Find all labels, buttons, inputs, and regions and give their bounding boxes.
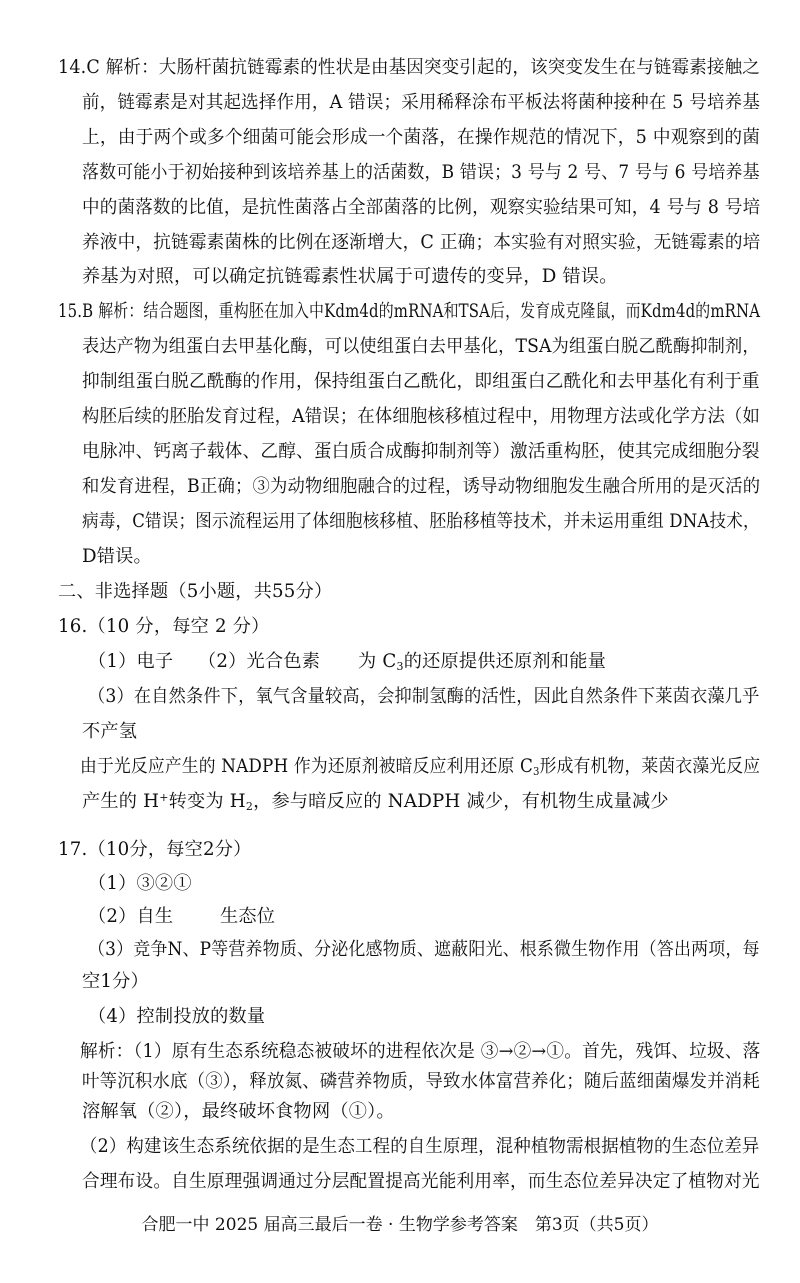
section-heading: 二、非选择题（5小题，共55分） bbox=[58, 581, 333, 602]
q15-line-6: 和发育进程，B正确；③为动物细胞融合的过程，诱导动物细胞发生融合所用的是灭活的 bbox=[82, 476, 761, 497]
q17-analysis-line-1: 解析：（1）原有生态系统稳态被破坏的进程依次是 ③→②→①。首先，残饵、垃圾、落 bbox=[80, 1041, 761, 1062]
q14-line-5: 中的菌落数的比值，是抗性菌落占全部菌落的比例，观察实验结果可知，4 号与 8 号培 bbox=[82, 197, 761, 218]
q16-answer-1: （1）电子 bbox=[88, 651, 174, 672]
q16-answer-3-line-2: 不产氢 bbox=[82, 721, 138, 742]
q17-analysis-line-2: 叶等沉积水底（③），释放氮、磷营养物质，导致水体富营养化；随后蓝细菌爆发并消耗 bbox=[82, 1071, 760, 1092]
q16-answer-3-line-1: （3）在自然条件下，氧气含量较高，会抑制氢酶的活性，因此自然条件下莱茵衣藻几乎 bbox=[88, 686, 760, 707]
q17-analysis-2-line-2: 合理布设。自生原理强调通过分层配置提高光能利用率，而生态位差异决定了植物对光 bbox=[82, 1171, 760, 1192]
q17-answer-2: （2）自生 bbox=[88, 906, 174, 927]
q16-explanation-line-2: 产生的 H+转变为 $H_2$，参与暗反应的 NADPH 减少，有机物生成量减少 bbox=[82, 791, 669, 813]
q14-line-2: 前，链霉素是对其起选择作用，A 错误；采用稀释涂布平板法将菌种接种在 5 号培养基 bbox=[82, 92, 761, 113]
q14-line-1: 14.C 解析：大肠杆菌抗链霉素的性状是由基因突变引起的，该突变发生在与链霉素接触之 bbox=[58, 57, 760, 78]
q17-answer-3-line-2: 空1分） bbox=[82, 971, 149, 992]
q16-explanation-line-1: 由于光反应产生的 NADPH 作为还原剂被暗反应利用还原 $C_3$形成有机物，莱茵衣藻光反应 bbox=[80, 756, 761, 778]
q15-line-4: 构胚后续的胚胎发育过程，A错误；在体细胞核移植过程中，用物理方法或化学方法（如 bbox=[82, 406, 761, 427]
q16-header: 16.（10 分，每空 2 分） bbox=[58, 616, 270, 637]
q16-answer-2: （2）光合色素 bbox=[198, 651, 321, 672]
q15-line-7: 病毒，C错误；图示流程运用了体细胞核移植、胚胎移植等技术，并未运用重组 DNA技术， bbox=[82, 511, 760, 532]
q15-line-3: 抑制组蛋白脱乙酰酶的作用，保持组蛋白乙酰化，即组蛋白乙酰化和去甲基化有利于重 bbox=[82, 371, 760, 392]
q17-answer-3-line-1: （3）竞争N、P等营养物质、分泌化感物质、遮蔽阳光、根系微生物作用（答出两项，每 bbox=[88, 939, 760, 960]
q15-line-8: D错误。 bbox=[82, 546, 152, 567]
q14-line-4: 落数可能小于初始接种到该培养基上的活菌数，B 错误；3 号与 2 号、7 号与 6 号培养基 bbox=[82, 162, 760, 183]
q14-line-3: 上，由于两个或多个细菌可能会形成一个菌落，在操作规范的情况下，5 中观察到的菌 bbox=[82, 127, 761, 148]
q15-line-5: 电脉冲、钙离子载体、乙醇、蛋白质合成酶抑制剂等）激活重构胚，使其完成细胞分裂 bbox=[82, 441, 760, 462]
q17-analysis-line-3: 溶解氧（②），最终破坏食物网（①）。 bbox=[82, 1101, 395, 1122]
q14-line-6: 养液中，抗链霉素菌株的比例在逐渐增大，C 正确；本实验有对照实验，无链霉素的培 bbox=[82, 232, 761, 253]
q17-header: 17.（10分，每空2分） bbox=[58, 839, 252, 860]
q17-answer-1: （1）③②① bbox=[88, 873, 192, 894]
q14-line-7: 养基为对照，可以确定抗链霉素性状属于可遗传的变异，D 错误。 bbox=[82, 266, 618, 287]
q16-answer-2b: 为 $C_3$的还原提供还原剂和能量 bbox=[358, 651, 606, 673]
q15-line-2: 表达产物为组蛋白去甲基化酶，可以使组蛋白去甲基化，TSA为组蛋白脱乙酰酶抑制剂， bbox=[82, 336, 760, 357]
q17-answer-2b: 生态位 bbox=[220, 906, 276, 927]
page-footer: 合肥一中 2025 届高三最后一卷 · 生物学参考答案 第3页（共5页） bbox=[141, 1215, 659, 1235]
q17-answer-4: （4）控制投放的数量 bbox=[88, 1006, 266, 1027]
q15-line-1: 15.B 解析：结合题图，重构胚在加入中Kdm4d的mRNA和TSA后，发育成克隆鼠，而Kdm4d的mRNA bbox=[58, 301, 761, 322]
q17-analysis-2-line-1: （2）构建该生态系统依据的是生态工程的自生原理，混种植物需根据植物的生态位差异 bbox=[80, 1136, 760, 1157]
